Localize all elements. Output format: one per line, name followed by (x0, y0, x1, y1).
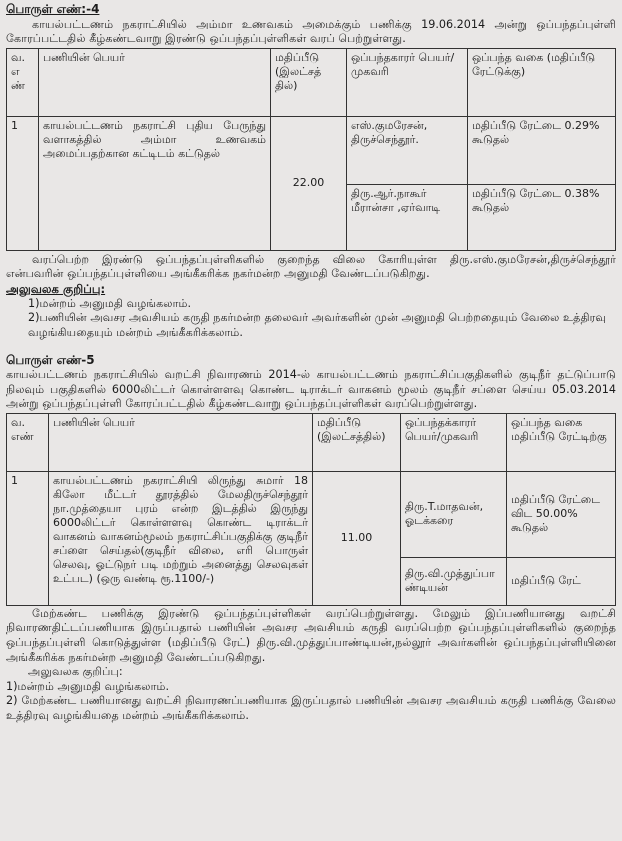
table-row (7, 116, 616, 184)
item-5-section (6, 353, 616, 724)
item-5-note-2: 2) மேற்கண்ட பணியானது வறட்சி நிவாரணப்பணியாக இருப்பதால் பணியின் அவசர அவசியம் கருதி பணிக்கு வேலை உத்திரவு வழங்கியதை மன்றம் அங்கீகரிக்கலாம். (6, 694, 616, 722)
header-contractor: ஒப்பந்தகாரர் பெயர்/முகவரி (347, 48, 468, 116)
header-tender-type: ஒப்பந்த வகை மதிப்பீடு ரேட்டிற்கு (507, 413, 616, 471)
item-5-intro: காயல்பட்டணம் நகராட்சியில் வறட்சி நிவாரணம் 2014-ல் காயல்பட்டணம் நகராட்சிப்பகுதிகளில் குடிநீர் தட்டுப்பாடு நிலவும் பகுதிகளில் 6000லிட்டர் கொள்ளளவு கொண்ட டிராக்டர் வாகனம் மூலம் குடிநீர் சப்ளை செய்ய 05.03.2014 அன்று ஒப்பந்தப்புள்ளி கோரப்பட்டதில் கீழ்கண்டவாறு ஒப்பந்தப்புள்ளிகள் வரப்பெற்றுள்ளது. (6, 368, 616, 411)
item-5-note-1: 1)மன்றம் அனுமதி வழங்கலாம். (6, 679, 169, 693)
header-work-name: பணியின் பெயர் (49, 413, 313, 471)
header-tender-type: ஒப்பந்த வகை (மதிப்பீடு ரேட்டுக்கு) (468, 48, 616, 116)
cell-contractor-2: திரு.வி.முத்துப்பா ண்டியன் (401, 557, 507, 605)
header-sno: வ. எ ண் (7, 48, 39, 116)
cell-estimate: 22.00 (271, 116, 347, 250)
item-4-conclusion: வரப்பெற்ற இரண்டு ஒப்பந்தப்புள்ளிகளில் குறைந்த விலை கோரியுள்ள திரு.எஸ்.குமரேசன்,திருச்செந்தூர் என்பவரின் ஒப்பந்தப்புள்ளியை அங்கீகரிக்க நகர்மன்ற அனுமதி வேண்டப்படுகிறது. (6, 252, 616, 281)
cell-contractor-1: எஸ்.குமரேசன், திருச்செந்தூர். (347, 116, 468, 184)
header-sno: வ. எண் (7, 413, 49, 471)
cell-rate-2: மதிப்பீடு ரேட் (507, 557, 616, 605)
item-5-heading: பொருள் எண்-5 (6, 352, 95, 367)
table-header-row (7, 48, 616, 116)
table-header-row (7, 413, 616, 471)
cell-estimate: 11.00 (313, 471, 401, 605)
item-4-note-1: 1)மன்றம் அனுமதி வழங்கலாம். (28, 296, 191, 310)
cell-contractor-1: திரு.T.மாதவன், ஓடக்கரை (401, 471, 507, 557)
cell-rate-2: மதிப்பீடு ரேட்டை 0.38% கூடுதல் (468, 184, 616, 250)
cell-sno: 1 (7, 116, 39, 250)
item-4-tender-table (6, 48, 616, 251)
item-5-conclusion: மேற்கண்ட பணிக்கு இரண்டு ஒப்பந்தப்புள்ளிகள் வரப்பெற்றுள்ளது. மேலும் இப்பணியானது வறட்சி நிவாரணதிட்டப்பணியாக இருப்பதால் பணியின் அவசர அவசியம் கருதி வரப்பெற்ற ஒப்பந்தப்புள்ளிகளில் குறைந்த ஒப்பந்தப்புள்ளி கொடுத்துள்ள (மதிப்பீடு ரேட்) திரு.வி.முத்துப்பாண்டியன்,நல்லூர் அவர்களின் ஒப்பந்தப்புள்ளியினை அங்கீகரிக்க நகர்மன்ற அனுமதி வேண்டப்படுகிறது. (6, 606, 616, 664)
item-4-section (6, 0, 616, 341)
cell-rate-1: மதிப்பீடு ரேட்டை விட 50.00% கூடுதல் (507, 471, 616, 557)
item-4-note-2: 2)பணியின் அவசர அவசியம் கருதி நகர்மன்ற தலைவர் அவர்களின் முன் அனுமதி பெற்றதையும் வேலை உத்திரவு வழங்கியதையும் மன்றம் அங்கீகரிக்கலாம். (28, 311, 607, 340)
cell-sno: 1 (7, 471, 49, 605)
header-estimate: மதிப்பீடு (இலட்சத்தில்) (313, 413, 401, 471)
item-4-note-heading: அலுவலக குறிப்பு: (6, 281, 106, 296)
cell-contractor-2: திரு.ஆர்.நாகூர் மீரான்சா ,ஏர்வாடி (347, 184, 468, 250)
cell-rate-1: மதிப்பீடு ரேட்டை 0.29% கூடுதல் (468, 116, 616, 184)
cell-work-name: காயல்பட்டணம் நகராட்சியி லிருந்து சுமார் 18 கிலோ மீட்டர் தூரத்தில் மேலதிருச்செந்தூர் நா.முத்தையா புரம் என்ற இடத்தில் இருந்து 6000லிட்டர் கொள்ளளவு கொண்ட டிராக்டர் வாகனம் வாகனம்மூலம் நகராட்சிப்பகுதிக்கு குடிநீர் சப்ளை செய்தல்(குடிநீர் விலை, எரி பொருள் செலவு, ஓட்டுநர் படி மற்றும் அனைத்து செலவுகள் உட்பட) (ஒரு வண்டி ரூ.1100/-) (49, 471, 313, 605)
cell-work-name: காயல்பட்டணம் நகராட்சி புதிய பேருந்து வளாகத்தில் அம்மா உணவகம் அமைப்பதற்கான கட்டிடம் கட்டுதல் (39, 116, 271, 250)
header-contractor: ஒப்பந்தக்காரர் பெயர்/முகவரி (401, 413, 507, 471)
item-4-heading: பொருள் எண்:-4 (6, 2, 100, 16)
header-work-name: பணியின் பெயர் (39, 48, 271, 116)
item-5-tender-table (6, 413, 616, 606)
item-4-intro: காயல்பட்டணம் நகராட்சியில் அம்மா உணவகம் அமைக்கும் பணிக்கு 19.06.2014 அன்று ஒப்பந்தப்புள்ளி கோரப்பட்டதில் கீழ்கண்டவாறு இரண்டு ஒப்பந்தப்புள்ளிகள் வரப் பெற்றுள்ளது. (6, 17, 616, 46)
item-5-note-heading: அலுவலக குறிப்பு: (28, 665, 123, 679)
header-estimate: மதிப்பீடு (இலட்சத் தில்) (271, 48, 347, 116)
table-row (7, 471, 616, 557)
